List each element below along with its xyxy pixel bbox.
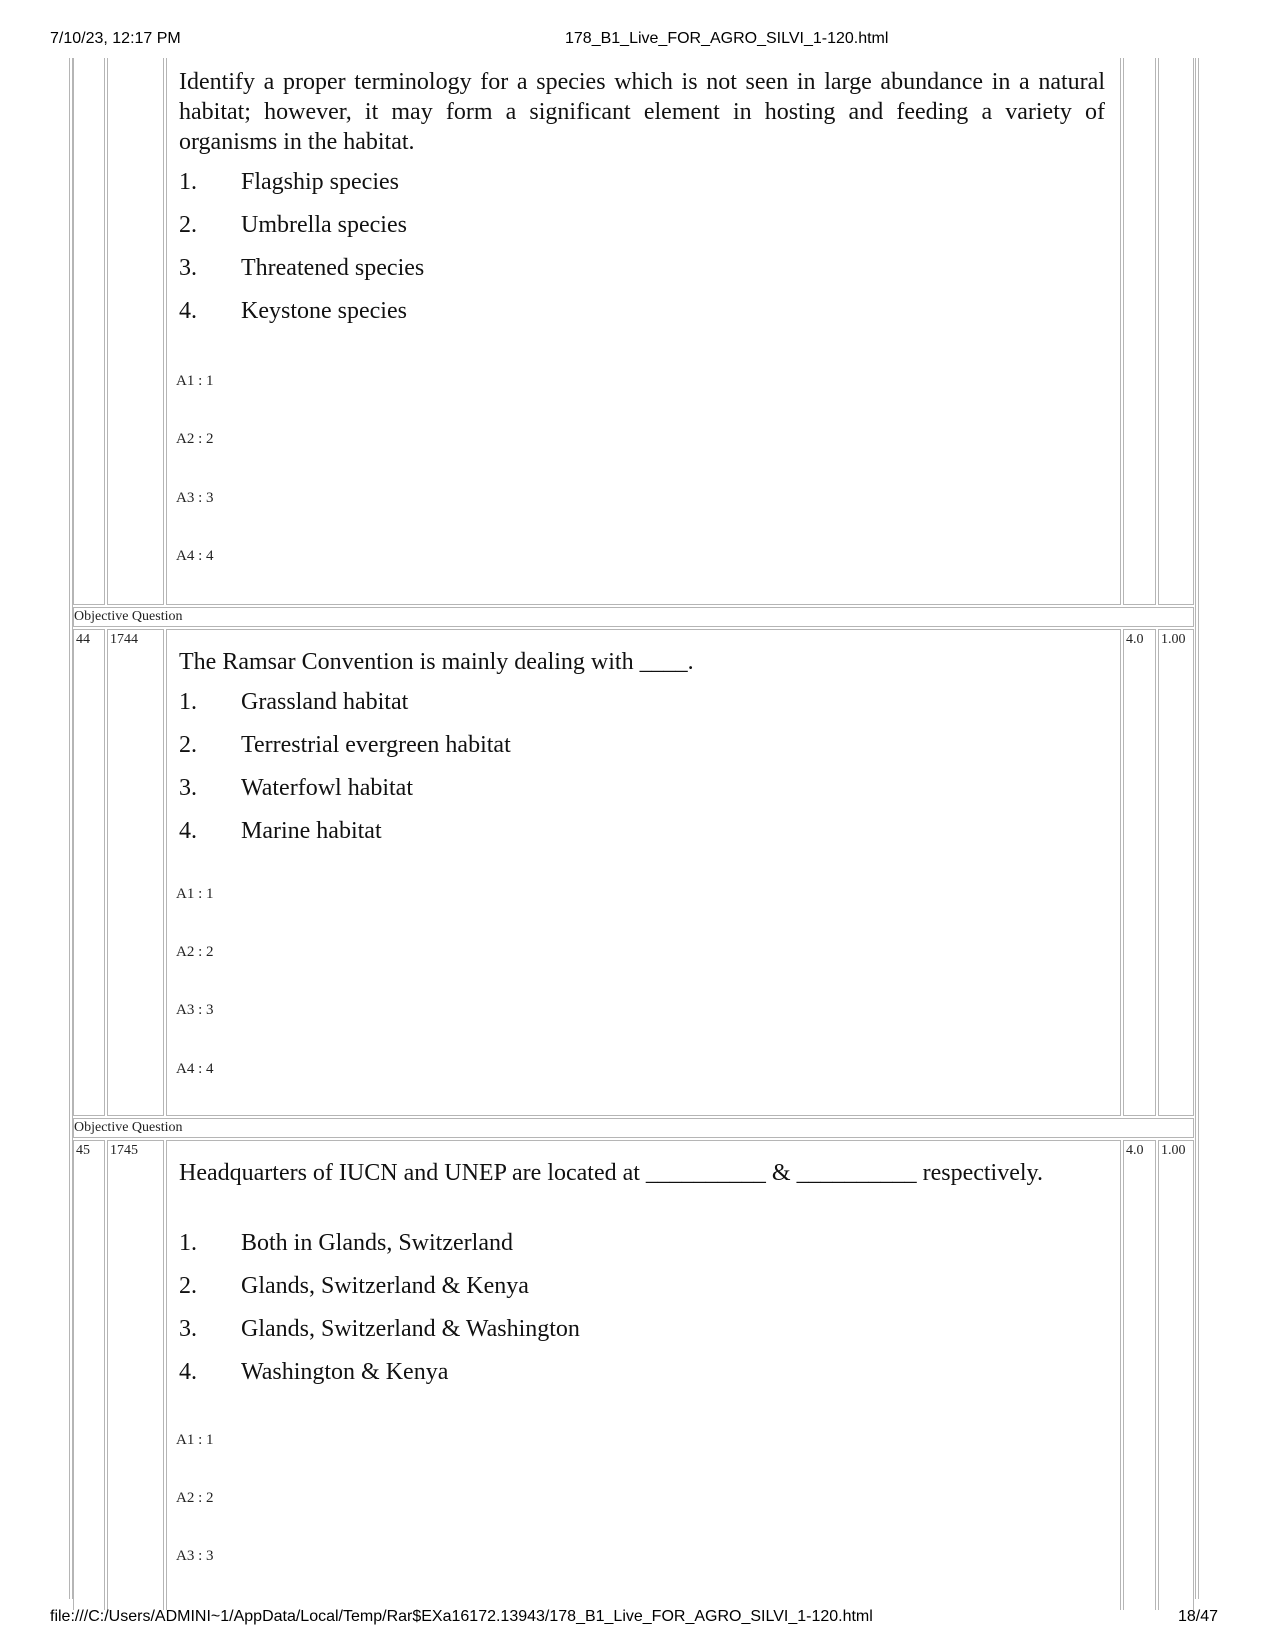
answer-key: A4 : 4 xyxy=(176,1061,214,1077)
serial-number: 44 xyxy=(76,632,90,647)
question-type-label: Objective Question xyxy=(74,609,183,624)
marks-cell xyxy=(1123,58,1156,605)
print-datetime: 7/10/23, 12:17 PM xyxy=(50,30,181,47)
question-id-cell xyxy=(107,58,164,605)
answer-key: A2 : 2 xyxy=(176,1490,214,1506)
option-item: 4. Washington & Kenya xyxy=(179,1359,449,1385)
option-item: 1. Flagship species xyxy=(179,169,399,195)
answer-key: A1 : 1 xyxy=(176,886,214,902)
answer-key: A2 : 2 xyxy=(176,944,214,960)
serial-cell xyxy=(73,58,105,605)
option-item: 2. Glands, Switzerland & Kenya xyxy=(179,1273,529,1299)
option-item: 4. Marine habitat xyxy=(179,818,382,844)
option-item: 3. Threatened species xyxy=(179,255,425,281)
marks-value: 4.0 xyxy=(1126,632,1144,647)
question-id: 1745 xyxy=(110,1143,138,1158)
negative-marks-value: 1.00 xyxy=(1161,1143,1186,1158)
question-text: Identify a proper terminology for a species which is not seen in large abundance in a natural habitat; however, it may form a significant element in hosting and feeding a variety of organisms in the habitat. xyxy=(179,69,1105,155)
option-item: 4. Keystone species xyxy=(179,298,407,324)
answer-key: A3 : 3 xyxy=(176,1002,214,1018)
marks-cell xyxy=(1123,629,1156,1116)
question-id: 1744 xyxy=(110,632,138,647)
serial-cell xyxy=(73,1140,105,1610)
answer-key: A3 : 3 xyxy=(176,1548,214,1564)
marks-cell xyxy=(1123,1140,1156,1610)
option-item: 2. Umbrella species xyxy=(179,212,407,238)
option-item: 3. Glands, Switzerland & Washington xyxy=(179,1316,580,1342)
option-item: 2. Terrestrial evergreen habitat xyxy=(179,732,511,758)
serial-cell xyxy=(73,629,105,1116)
option-item: 3. Waterfowl habitat xyxy=(179,775,413,801)
negative-marks-value: 1.00 xyxy=(1161,632,1186,647)
question-text: The Ramsar Convention is mainly dealing with ____. xyxy=(179,649,694,675)
question-type-row xyxy=(73,1118,1194,1138)
answer-key: A4 : 4 xyxy=(176,548,214,564)
answer-key: A1 : 1 xyxy=(176,373,214,389)
print-file-path: file:///C:/Users/ADMINI~1/AppData/Local/Temp/Rar$EXa16172.13943/178_B1_Live_FOR_AGRO_SILVI_1-120.html xyxy=(50,1608,873,1625)
marks-value: 4.0 xyxy=(1126,1143,1144,1158)
answer-key: A2 : 2 xyxy=(176,431,214,447)
question-type-row xyxy=(73,607,1194,627)
print-file-title: 178_B1_Live_FOR_AGRO_SILVI_1-120.html xyxy=(565,30,889,47)
question-text: Headquarters of IUCN and UNEP are located at __________ & __________ respectively. xyxy=(179,1160,1043,1186)
serial-number: 45 xyxy=(76,1143,90,1158)
page-number: 18/47 xyxy=(1178,1608,1219,1625)
option-item: 1. Both in Glands, Switzerland xyxy=(179,1230,513,1256)
answer-key: A3 : 3 xyxy=(176,490,214,506)
negative-marks-cell xyxy=(1158,1140,1194,1610)
question-id-cell xyxy=(107,629,164,1116)
negative-marks-cell xyxy=(1158,58,1194,605)
answer-key: A1 : 1 xyxy=(176,1432,214,1448)
question-type-label: Objective Question xyxy=(74,1120,183,1135)
option-item: 1. Grassland habitat xyxy=(179,689,409,715)
question-id-cell xyxy=(107,1140,164,1610)
negative-marks-cell xyxy=(1158,629,1194,1116)
